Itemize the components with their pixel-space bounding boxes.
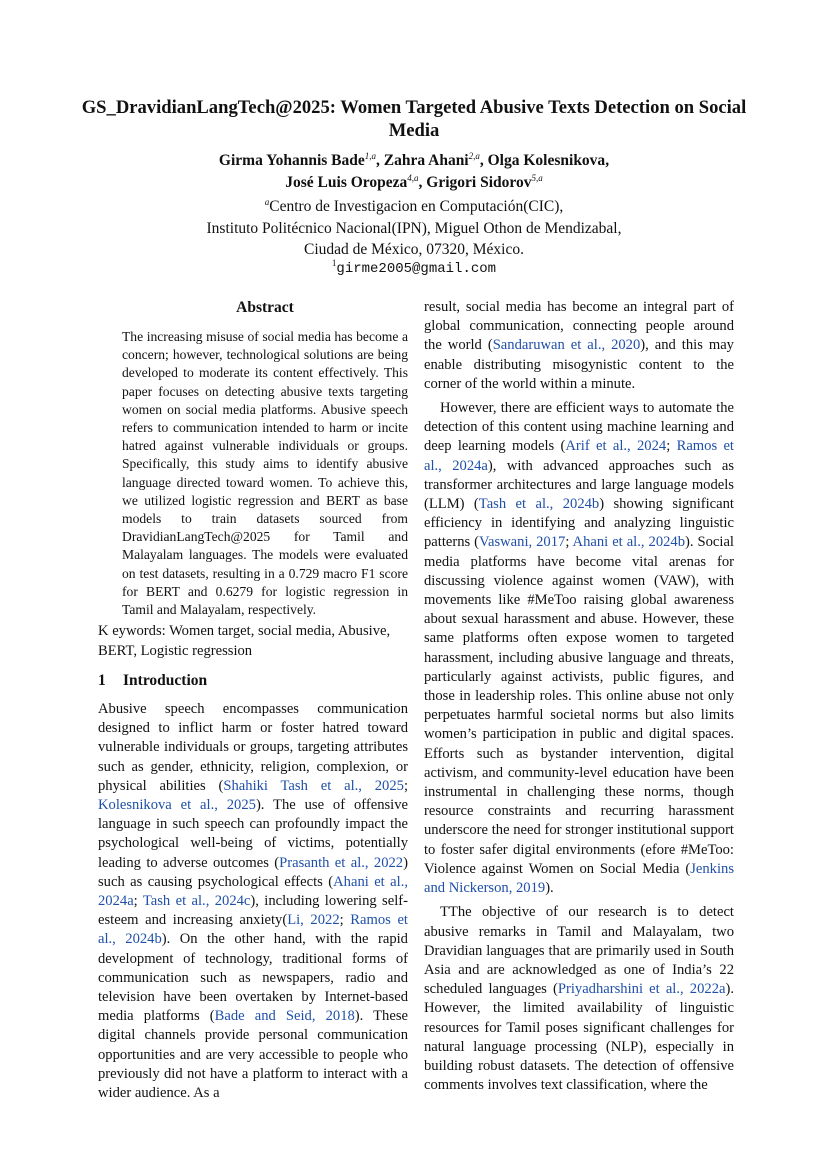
affiliation-line: Ciudad de México, 07320, México.: [304, 241, 524, 258]
body-text: ;: [403, 777, 408, 794]
citation-link[interactable]: Ramos et al., 2024b: [98, 912, 408, 948]
affiliation-line: Centro de Investigacion en Computación(CIC),: [269, 198, 564, 215]
author-name: Girma Yohannis Bade: [218, 152, 365, 169]
body-text: ;: [339, 912, 351, 929]
body-text: ;: [133, 893, 143, 910]
intro-paragraph-left: [98, 700, 408, 1103]
citation-link[interactable]: Tash et al., 2024c: [142, 893, 251, 910]
body-text: ). However, the limited availability of linguistic resources for Tamil poses significant challenges for natural language processing (NLP), especially in building robust datasets. The detection of offensive comments involves text classification, where the: [424, 981, 734, 1094]
right-column: [424, 298, 734, 1095]
body-text: ;: [565, 534, 573, 551]
body-text: ), including lowering self-esteem and increasing anxiety(: [98, 893, 408, 929]
citation-link[interactable]: Ahani et al., 2024a: [98, 873, 408, 910]
citation-link[interactable]: Kolesnikova et al., 2025: [98, 797, 256, 814]
body-text: ), and this may enable distributing misogynistic content to the corner of the world within a minute.: [424, 337, 734, 392]
intro-paragraph: [424, 399, 734, 898]
abstract-text: The increasing misuse of social media has become a concern; however, technological solutions are being developed to moderate its content effectively. This paper focuses on detecting abusive texts targeting women on social media platforms. Abusive speech refers to communication intended to harm or incite hatred against vulnerable individuals or groups. Specifically, this study aims to identify abusive language directed toward women. To achieve this, we utilized logistic regression and BERT as base models to train datasets sourced from DravidianLangTech@2025 for Tamil and Malayalam languages. The models were evaluated on test datasets, resulting in a 0.729 macro F1 score for BERT and 0.6279 for logistic regression in Tamil and Malayalam, respectively.: [122, 329, 408, 618]
body-text: ), with advanced approaches such as transformer architectures and large language models (LLM) (: [424, 457, 734, 513]
paper-title: GS_DravidianLangTech@2025: Women Targeted Abusive Texts Detection on Social Media: [81, 97, 747, 141]
author-affil-mark: 4,a: [407, 173, 419, 183]
citation-link[interactable]: Tash et al., 2024b: [478, 496, 600, 513]
body-text: ). The use of offensive language in such speech can profoundly impact the psychological well-being of victims, potentially leading to adverse outcomes (: [98, 797, 408, 871]
body-text: result, social media has become an integral part of global communication, connecting people around the world (: [424, 299, 734, 354]
email-address[interactable]: girme2005@gmail.com: [336, 261, 497, 277]
body-text: TThe objective of our research is to detect abusive remarks in Tamil and Malayalam, two Dravidian languages that are primarily used in South Asia and are acknowledged as one of India’s 22 scheduled languages (: [424, 904, 734, 998]
body-text: ). These digital channels provide personal communication opportunities and are very accessible to people who previously did not have a platform to interact with a wider audience. As a: [98, 1008, 408, 1102]
intro-paragraph: [424, 298, 734, 394]
body-text: ). Social media platforms have become vital arenas for discussing violence against women (VAW), with movements like #MeToo raising global awareness about sexual harassment and abuse. However, these same platforms often expose women to targeted harassment, including abusive language and threats, particularly against activists, public figures, and those in leadership roles. This online abuse not only perpetuates harmful societal norms but also limits women’s participation in public and digital spaces. Efforts such as bystander intervention, digital activism, and community-level education have been instrumental in challenging these norms, though resource constraints and recurring harassment underscore the need for stronger institutional support to foster safer digital environments (efore #MeToo: Violence against Women on Social Media (: [424, 534, 734, 877]
citation-link[interactable]: Ramos et al., 2024a: [424, 438, 734, 474]
author-name: Grigori Sidorov: [426, 174, 532, 191]
abstract-heading: Abstract: [236, 299, 294, 316]
citation-link[interactable]: Li, 2022: [287, 912, 340, 929]
body-text: However, there are efficient ways to automate the detection of this content using machine learning and deep learning models (: [424, 400, 734, 455]
citation-link[interactable]: Jenkins and Nickerson, 2019: [424, 860, 734, 897]
body-text: ). On the other hand, with the rapid development of technology, traditional forms of communication such as newspapers, radio and television have been overtaken by Internet-based media platforms (: [98, 931, 408, 1025]
author-affil-mark: 2,a: [468, 151, 480, 161]
body-text: ) such as causing psychological effects (: [98, 854, 408, 890]
affiliation: [60, 196, 768, 261]
body-text: ) showing significant efficiency in identifying and analyzing linguistic patterns (: [424, 496, 734, 551]
body-text: Abusive speech encompasses communication designed to inflict harm or foster hatred toward vulnerable individuals or groups, targeting attributes such as gender, ethnicity, religion, complexion, or physical abilities (: [98, 701, 408, 794]
author-name: José Luis Oropeza: [285, 174, 408, 191]
affiliation-line: Instituto Politécnico Nacional(IPN), Miguel Othon de Mendizabal,: [206, 219, 622, 237]
author-name: Olga Kolesnikova: [487, 152, 606, 169]
section-heading: [98, 671, 408, 691]
section-number: 1: [98, 672, 106, 689]
email-mark: 1: [331, 258, 337, 268]
author-name: Zahra Ahani: [383, 152, 469, 169]
author-affil-mark: 5,a: [531, 173, 543, 183]
citation-link[interactable]: Vaswani, 2017: [479, 534, 566, 551]
citation-link[interactable]: Prasanth et al., 2022: [279, 854, 404, 871]
body-text: ;: [666, 438, 677, 455]
citation-link[interactable]: Ahani et al., 2024b: [572, 534, 686, 551]
citation-link[interactable]: Arif et al., 2024: [565, 438, 667, 455]
body-text: ).: [545, 880, 554, 897]
citation-link[interactable]: Sandaruwan et al., 2020: [492, 337, 641, 354]
section-title: Introduction: [123, 672, 208, 689]
keywords: K eywords: Women target, social media, Abusive, BERT, Logistic regression: [98, 623, 391, 659]
intro-paragraph: [424, 903, 734, 1095]
author-affil-mark: 1,a: [364, 151, 377, 161]
affiliation-mark: a: [264, 197, 270, 207]
author-list: Girma Yohannis Bade$^{1,a}$, Zahra Ahani$^{2,a}$, Olga Kolesnikova, José Luis Oropeza$^{4,a}$, Grigori Sidorov$^{5,a}$: [218, 151, 610, 191]
citation-link[interactable]: Shahiki Tash et al., 2025: [223, 777, 404, 794]
citation-link[interactable]: Bade and Seid, 2018: [214, 1008, 355, 1025]
contact-email: [60, 258, 768, 279]
citation-link[interactable]: Priyadharshini et al., 2022a: [557, 981, 726, 998]
